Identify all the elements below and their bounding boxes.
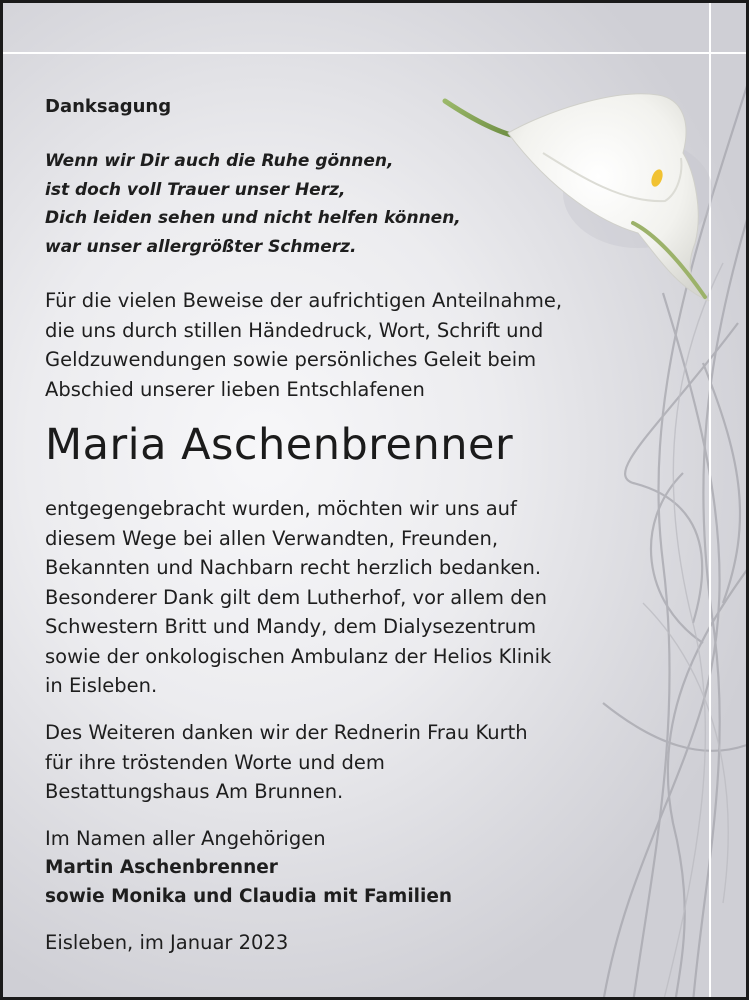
thanks-paragraph-main xyxy=(45,494,665,701)
poem-verse xyxy=(45,147,665,261)
paragraph-line: sowie der onkologischen Ambulanz der Helios Klinik xyxy=(45,644,552,668)
paragraph-line: Abschied unserer lieben Entschlafenen xyxy=(45,377,425,401)
poem-line: Dich leiden sehen und nicht helfen können, xyxy=(45,208,461,228)
frame-line-horizontal xyxy=(3,52,749,54)
paragraph-line: Bekannten und Nachbarn recht herzlich bedanken. xyxy=(45,556,542,579)
poem-line: war unser allergrößter Schmerz. xyxy=(45,236,357,257)
paragraph-line: Bestattungshaus Am Brunnen. xyxy=(45,780,344,803)
deceased-name: Maria Aschenbrenner xyxy=(45,420,514,470)
paragraph-line: Geldzuwendungen sowie persönliches Geleit beim xyxy=(45,348,537,371)
paragraph-line: diesem Wege bei allen Verwandten, Freunden, xyxy=(45,526,499,550)
closing-signature xyxy=(45,824,665,911)
paragraph-line: Des Weiteren danken wir der Rednerin Frau Kurth xyxy=(45,721,528,744)
paragraph-line: Besonderer Dank gilt dem Lutherhof, vor allem den xyxy=(45,585,547,609)
paragraph-line: in Eisleben. xyxy=(45,674,158,697)
poem-line: Wenn wir Dir auch die Ruhe gönnen, xyxy=(45,151,394,171)
place-date: Eisleben, im Januar 2023 xyxy=(45,931,289,954)
thanks-paragraph-further xyxy=(45,718,665,807)
signer-family: sowie Monika und Claudia mit Familien xyxy=(45,886,453,907)
thanks-paragraph-intro xyxy=(45,286,665,404)
paragraph-line: Schwestern Britt und Mandy, dem Dialysezentrum xyxy=(45,615,537,638)
signer-primary: Martin Aschenbrenner xyxy=(45,857,278,878)
paragraph-line: die uns durch stillen Händedruck, Wort, Schrift und xyxy=(45,318,544,342)
paragraph-line: Für die vielen Beweise der aufrichtigen Anteilnahme, xyxy=(45,289,563,312)
poem-line: ist doch voll Trauer unser Herz, xyxy=(45,179,346,200)
paragraph-line: für ihre tröstenden Worte und dem xyxy=(45,750,385,774)
closing-intro: Im Namen aller Angehörigen xyxy=(45,827,326,850)
paragraph-line: entgegengebracht wurden, möchten wir uns auf xyxy=(45,497,517,520)
heading-title: Danksagung xyxy=(45,96,172,117)
